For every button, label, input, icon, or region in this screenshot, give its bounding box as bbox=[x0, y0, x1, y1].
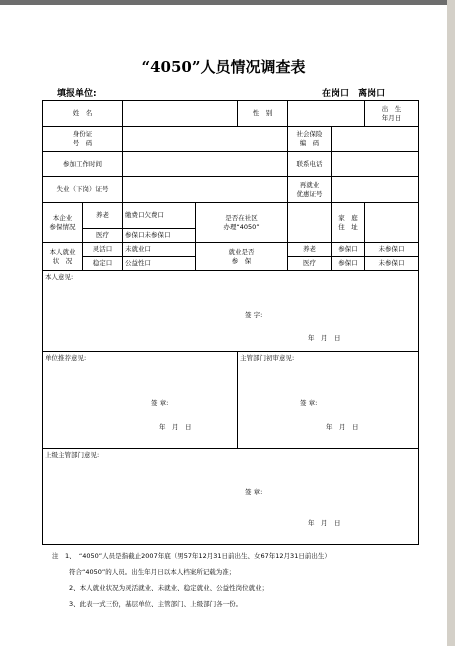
unit-seal-label: 签 章: bbox=[151, 399, 169, 407]
work-time-field[interactable] bbox=[123, 152, 288, 177]
employment-label: 本人就业 状 况 bbox=[43, 243, 83, 271]
superior-opinion-label: 上级主管部门意见: bbox=[45, 451, 100, 459]
gender-field[interactable] bbox=[288, 101, 365, 127]
unit-date-label: 年 月 日 bbox=[159, 423, 192, 431]
pension-label: 养老 bbox=[83, 203, 123, 229]
reemployment-cert-label: 再就业 优惠证号 bbox=[288, 177, 332, 203]
medical-insured-option[interactable]: 参保口 bbox=[332, 257, 365, 271]
personal-sign-label: 签 字: bbox=[245, 311, 263, 319]
note-1: 注 1、 “4050”人员是指截止2007年底（男57年12月31日前出生、女67年12月31日前出生） bbox=[52, 552, 331, 560]
superior-opinion-section[interactable] bbox=[43, 449, 419, 545]
unit-label: 填报单位: bbox=[57, 89, 97, 99]
pension-insured-option[interactable]: 参保口 bbox=[332, 243, 365, 257]
dept-review-label: 主管部门初审意见: bbox=[240, 354, 295, 362]
contact-field[interactable] bbox=[332, 152, 419, 177]
medical-label-2: 医疗 bbox=[288, 257, 332, 271]
flexible-option[interactable]: 灵活口 bbox=[83, 243, 123, 257]
birth-label: 出 生 年月日 bbox=[365, 101, 419, 127]
medical-uninsured-option[interactable]: 未参保口 bbox=[365, 257, 419, 271]
contact-label: 联系电话 bbox=[288, 152, 332, 177]
unit-recommend-section[interactable] bbox=[43, 352, 238, 449]
vertical-scrollbar[interactable] bbox=[447, 0, 455, 646]
dept-seal-label: 签 章: bbox=[300, 399, 318, 407]
dept-date-label: 年 月 日 bbox=[326, 423, 359, 431]
medical-label: 医疗 bbox=[83, 229, 123, 243]
work-time-label: 参加工作时间 bbox=[43, 152, 123, 177]
note-2: 2、本人就业状况为灵活就业、未就业、稳定就业、公益性岗位就业； bbox=[69, 584, 269, 592]
off-duty-option[interactable]: 离岗口 bbox=[358, 89, 386, 99]
community-field[interactable] bbox=[288, 203, 332, 243]
medical-options[interactable]: 参保口未参保口 bbox=[123, 229, 196, 243]
company-insurance-label: 本企业 参保情况 bbox=[43, 203, 83, 243]
home-address-label: 家 庭 住 址 bbox=[332, 203, 365, 243]
superior-seal-label: 签 章: bbox=[245, 488, 263, 496]
unit-recommend-label: 单位推荐意见: bbox=[45, 354, 87, 362]
not-employed-option[interactable]: 未就业口 bbox=[123, 243, 196, 257]
note-3: 3、此表一式三份，基层单位、主管部门、上级部门各一份。 bbox=[69, 600, 243, 608]
social-security-field[interactable] bbox=[332, 127, 419, 152]
dept-review-section[interactable] bbox=[238, 352, 419, 449]
id-label: 身份证 号 码 bbox=[43, 127, 123, 152]
id-field[interactable] bbox=[123, 127, 288, 152]
reemployment-cert-field[interactable] bbox=[332, 177, 419, 203]
unemployment-cert-field[interactable] bbox=[123, 177, 288, 203]
community-label: 是否在社区 办理“4050” bbox=[196, 203, 288, 243]
name-label: 姓 名 bbox=[43, 101, 123, 127]
home-address-field[interactable] bbox=[365, 203, 419, 243]
personal-date-label: 年 月 日 bbox=[308, 334, 341, 342]
public-welfare-option[interactable]: 公益性口 bbox=[123, 257, 196, 271]
employment-insurance-label: 就业是否 参 保 bbox=[196, 243, 288, 271]
note-1-cont: 符合“4050”的人员。出生年月日以本人档案所记载为准； bbox=[69, 568, 236, 576]
on-duty-option[interactable]: 在岗口 bbox=[322, 89, 350, 99]
superior-date-label: 年 月 日 bbox=[308, 519, 341, 527]
pension-options[interactable]: 缴费口欠费口 bbox=[123, 203, 196, 229]
stable-option[interactable]: 稳定口 bbox=[83, 257, 123, 271]
location-options bbox=[322, 86, 391, 99]
unemployment-cert-label: 失业（下岗）证号 bbox=[43, 177, 123, 203]
page-title: “4050”人员情况调查表 bbox=[141, 58, 306, 76]
name-field[interactable] bbox=[123, 101, 238, 127]
personal-opinion-section[interactable] bbox=[43, 271, 419, 352]
pension-uninsured-option[interactable]: 未参保口 bbox=[365, 243, 419, 257]
pension-label-2: 养老 bbox=[288, 243, 332, 257]
survey-form-table bbox=[42, 100, 419, 545]
social-security-label: 社会保险 编 码 bbox=[288, 127, 332, 152]
gender-label: 性 别 bbox=[238, 101, 288, 127]
notes-section bbox=[52, 548, 331, 612]
personal-opinion-label: 本人意见: bbox=[45, 273, 74, 281]
